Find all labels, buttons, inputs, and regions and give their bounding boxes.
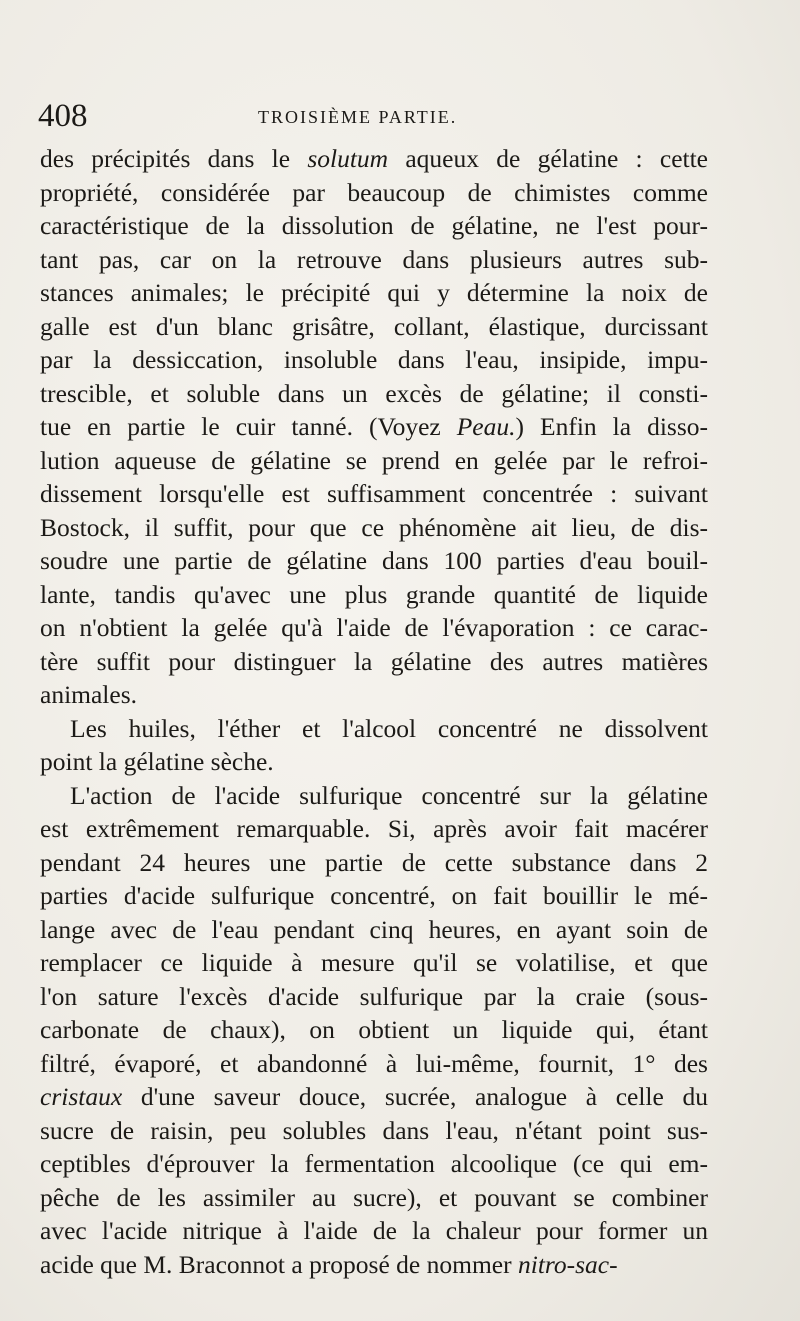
text-line: pendant 24 heures une partie de cette substance dans 2 <box>40 847 708 877</box>
text-line: est extrêmement remarquable. Si, après avoir fait macérer <box>40 814 708 843</box>
text-line: tère suffit pour distinguer la gélatine des autres matières <box>40 646 708 676</box>
italic-term: solutum <box>307 144 389 173</box>
text-line: Les huiles, l'éther et l'alcool concentré ne dissolvent <box>70 713 708 743</box>
text-line: lution aqueuse de gélatine se prend en gelée par le refroi- <box>40 445 708 475</box>
text-line: lante, tandis qu'avec une plus grande quantité de liquide <box>40 579 708 609</box>
text-line: galle est d'un blanc grisâtre, collant, élastique, durcissant <box>40 311 708 341</box>
body-text <box>40 142 708 1281</box>
page-number: 408 <box>38 98 88 134</box>
text-line: cristaux d'une saveur douce, sucrée, analogue à celle du <box>40 1082 708 1111</box>
text-line: sucre de raisin, peu solubles dans l'eau, n'étant point sus- <box>40 1115 708 1145</box>
page-header <box>38 96 738 136</box>
text-line: propriété, considérée par beaucoup de chimistes comme <box>40 177 708 207</box>
text-line: filtré, évaporé, et abandonné à lui-même, fournit, 1° des <box>40 1048 708 1078</box>
text-line: l'on sature l'excès d'acide sulfurique par la craie (sous- <box>40 981 708 1011</box>
text-line: tant pas, car on la retrouve dans plusieurs autres sub- <box>40 244 708 274</box>
text-line: pêche de les assimiler au sucre), et pouvant se combiner <box>40 1182 708 1212</box>
text-line: caractéristique de la dissolution de gélatine, ne l'est pour- <box>40 211 708 240</box>
text-line: lange avec de l'eau pendant cinq heures, en ayant soin de <box>40 914 708 944</box>
text-line: trescible, et soluble dans un excès de gélatine; il consti- <box>40 378 708 408</box>
text-line: animales. <box>40 680 138 709</box>
text-line: avec l'acide nitrique à l'aide de la chaleur pour former un <box>40 1216 708 1245</box>
text-line: parties d'acide sulfurique concentré, on fait bouillir le mé- <box>40 881 708 910</box>
text-line: soudre une partie de gélatine dans 100 parties d'eau bouil- <box>40 546 708 575</box>
italic-term: Peau. <box>456 412 516 441</box>
text-line: point la gélatine sèche. <box>40 747 274 776</box>
text-line: dissement lorsqu'elle est suffisamment concentrée : suivant <box>40 479 708 508</box>
text-line: par la dessiccation, insoluble dans l'eau, insipide, impu- <box>40 345 708 374</box>
running-head: TROISIÈME PARTIE. <box>258 107 458 127</box>
text-line: stances animales; le précipité qui y détermine la noix de <box>40 278 708 307</box>
text-line: tue en partie le cuir tanné. (Voyez Peau.) Enfin la disso- <box>40 412 708 441</box>
italic-term: nitro-sac- <box>517 1249 618 1279</box>
text-line: on n'obtient la gelée qu'à l'aide de l'évaporation : ce carac- <box>40 613 708 642</box>
text-line: des précipités dans le solutum aqueux de gélatine : cette <box>40 144 709 173</box>
text-line: Bostock, il suffit, pour que ce phénomène ait lieu, de dis- <box>40 512 708 542</box>
text-line: carbonate de chaux), on obtient un liquide qui, étant <box>40 1015 708 1044</box>
text-line: acide que M. Braconnot a proposé de nommer nitro-sac- <box>40 1249 618 1279</box>
text-line: L'action de l'acide sulfurique concentré sur la gélatine <box>70 780 708 810</box>
text-line: remplacer ce liquide à mesure qu'il se volatilise, et que <box>40 948 708 977</box>
italic-term: cristaux <box>40 1082 123 1111</box>
text-line: ceptibles d'éprouver la fermentation alcoolique (ce qui em- <box>40 1149 708 1178</box>
